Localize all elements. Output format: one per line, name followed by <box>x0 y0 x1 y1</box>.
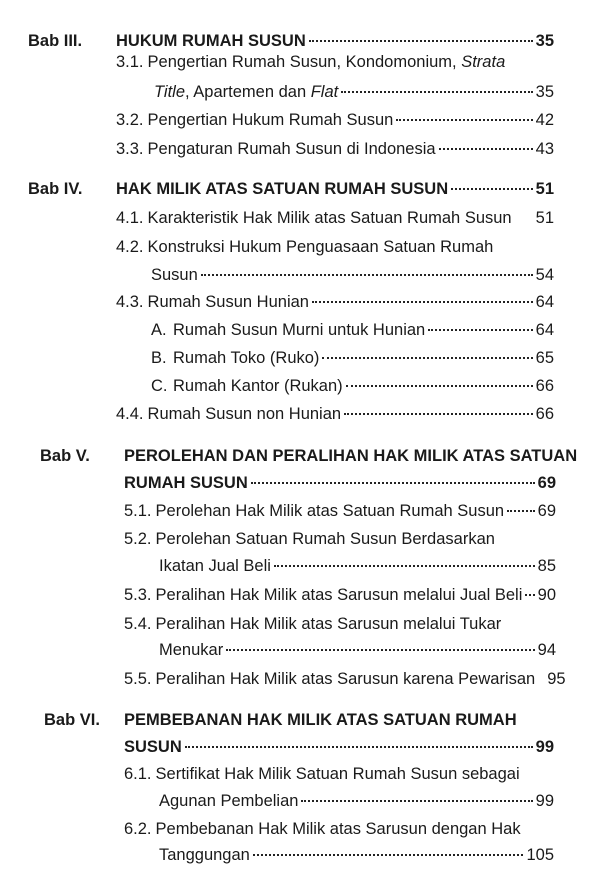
chapter-title-row <box>116 179 554 199</box>
dot-leader <box>274 565 535 567</box>
toc-entry <box>116 208 554 228</box>
dot-leader <box>341 91 532 93</box>
chapter-label: Bab VI. <box>44 711 100 729</box>
section-number: 5.3. <box>124 586 152 604</box>
chapter-title: PEROLEHAN DAN PERALIHAN HAK MILIK ATAS SATUAN <box>124 447 578 465</box>
chapter-title-row <box>124 446 578 466</box>
toc-entry <box>124 669 566 689</box>
chapter-title: HUKUM RUMAH SUSUN <box>116 32 306 50</box>
dot-leader <box>309 40 533 42</box>
section-title: Rumah Susun Murni untuk Hunian <box>173 321 426 339</box>
section-number: 6.1. <box>124 765 152 783</box>
section-title-continued: Menukar <box>159 641 224 659</box>
toc-entry <box>151 376 554 396</box>
section-number: 5.1. <box>124 502 152 520</box>
dot-leader <box>322 357 532 359</box>
page-number: 54 <box>535 266 554 284</box>
page-number: 95 <box>547 670 566 688</box>
chapter-label: Bab IV. <box>28 180 83 198</box>
dot-leader <box>538 678 544 680</box>
section-number: 3.1. <box>116 53 144 71</box>
page-number: 35 <box>535 83 554 101</box>
section-title: Peralihan Hak Milik atas Sarusun karena Pewarisan <box>155 670 536 688</box>
dot-leader <box>428 329 532 331</box>
toc-entry <box>116 110 554 130</box>
page-number: 69 <box>537 474 556 492</box>
section-number: 6.2. <box>124 820 152 838</box>
dot-leader <box>185 746 533 748</box>
page-number: 43 <box>535 140 554 158</box>
dot-leader <box>344 413 533 415</box>
dot-leader <box>346 385 533 387</box>
toc-entry <box>151 320 554 340</box>
chapter-title-row <box>116 31 554 51</box>
dot-leader <box>253 854 524 856</box>
subsection-letter: A. <box>151 321 167 339</box>
chapter-title-continued: SUSUN <box>124 738 182 756</box>
chapter-title-continued: RUMAH SUSUN <box>124 474 248 492</box>
page-number: 66 <box>535 377 554 395</box>
toc-entry <box>124 764 554 784</box>
section-number: 3.3. <box>116 140 144 158</box>
toc-entry <box>116 292 554 312</box>
toc-entry-continuation <box>154 82 554 102</box>
section-title-continued: Ikatan Jual Beli <box>159 557 271 575</box>
section-title-continued: Susun <box>151 266 198 284</box>
toc-entry <box>116 139 554 159</box>
chapter-title-row-continuation <box>124 737 554 757</box>
dot-leader <box>515 217 533 219</box>
section-title-continued: Agunan Pembelian <box>159 792 299 810</box>
page-number: 94 <box>537 641 556 659</box>
toc-entry-continuation <box>159 556 556 576</box>
subsection-letter: C. <box>151 377 168 395</box>
dot-leader <box>525 594 534 596</box>
section-title: Peralihan Hak Milik atas Sarusun melalui Jual Beli <box>155 586 523 604</box>
toc-entry <box>124 614 556 634</box>
page-number: 105 <box>526 846 554 864</box>
page-number: 99 <box>535 738 554 756</box>
section-title: Konstruksi Hukum Penguasaan Satuan Rumah <box>147 238 494 256</box>
section-number: 4.3. <box>116 293 144 311</box>
toc-entry-continuation <box>159 845 554 865</box>
page-number: 35 <box>535 32 554 50</box>
dot-leader <box>251 482 535 484</box>
page-number: 42 <box>535 111 554 129</box>
toc-entry <box>124 529 556 549</box>
section-title: Pengertian Rumah Susun, Kondomonium, Strata <box>147 53 506 71</box>
section-title: Rumah Toko (Ruko) <box>173 349 320 367</box>
page-number: 65 <box>535 349 554 367</box>
chapter-title: HAK MILIK ATAS SATUAN RUMAH SUSUN <box>116 180 449 198</box>
page-number: 51 <box>535 209 554 227</box>
section-title-continued: Tanggungan <box>159 846 250 864</box>
chapter-label: Bab III. <box>28 32 83 50</box>
section-number: 4.2. <box>116 238 144 256</box>
chapter-label: Bab V. <box>40 447 90 465</box>
section-title: Sertifikat Hak Milik Satuan Rumah Susun sebagai <box>155 765 520 783</box>
toc-entry-continuation <box>159 791 554 811</box>
subsection-letter: B. <box>151 349 167 367</box>
toc-entry <box>124 819 554 839</box>
section-title: Pengaturan Rumah Susun di Indonesia <box>147 140 436 158</box>
page-number: 85 <box>537 557 556 575</box>
dot-leader <box>507 510 535 512</box>
dot-leader <box>226 649 534 651</box>
toc-entry <box>116 52 554 72</box>
toc-entry <box>116 404 554 424</box>
section-title: Karakteristik Hak Milik atas Satuan Rumah Susun <box>147 209 512 227</box>
dot-leader <box>301 800 532 802</box>
section-title: Perolehan Hak Milik atas Satuan Rumah Susun <box>155 502 505 520</box>
section-title: Rumah Susun Hunian <box>147 293 309 311</box>
dot-leader <box>439 148 533 150</box>
page-number: 90 <box>537 586 556 604</box>
page-number: 66 <box>535 405 554 423</box>
page-number: 64 <box>535 321 554 339</box>
dot-leader <box>312 301 533 303</box>
chapter-title-row-continuation <box>124 473 556 493</box>
section-number: 5.4. <box>124 615 152 633</box>
section-title: Pembebanan Hak Milik atas Sarusun dengan Hak <box>155 820 521 838</box>
page-number: 51 <box>535 180 554 198</box>
toc-entry <box>124 585 556 605</box>
section-title: Pengertian Hukum Rumah Susun <box>147 111 394 129</box>
section-number: 4.4. <box>116 405 144 423</box>
dot-leader <box>451 188 533 190</box>
section-title: Perolehan Satuan Rumah Susun Berdasarkan <box>155 530 495 548</box>
toc-entry <box>124 501 556 521</box>
section-number: 5.2. <box>124 530 152 548</box>
section-number: 4.1. <box>116 209 144 227</box>
toc-entry <box>116 237 554 257</box>
toc-entry <box>151 348 554 368</box>
section-number: 3.2. <box>116 111 144 129</box>
section-title: Peralihan Hak Milik atas Sarusun melalui Tukar <box>155 615 502 633</box>
section-title: Rumah Susun non Hunian <box>147 405 342 423</box>
toc-entry-continuation <box>159 640 556 660</box>
chapter-title-row <box>124 710 554 730</box>
section-number: 5.5. <box>124 670 152 688</box>
toc-entry-continuation <box>151 265 554 285</box>
page-number: 64 <box>535 293 554 311</box>
section-title-continued: Title, Apartemen dan Flat <box>154 83 339 101</box>
chapter-title: PEMBEBANAN HAK MILIK ATAS SATUAN RUMAH <box>124 711 517 729</box>
dot-leader <box>396 119 532 121</box>
section-title: Rumah Kantor (Rukan) <box>173 377 343 395</box>
page-number: 99 <box>535 792 554 810</box>
page-number: 69 <box>537 502 556 520</box>
dot-leader <box>201 274 533 276</box>
